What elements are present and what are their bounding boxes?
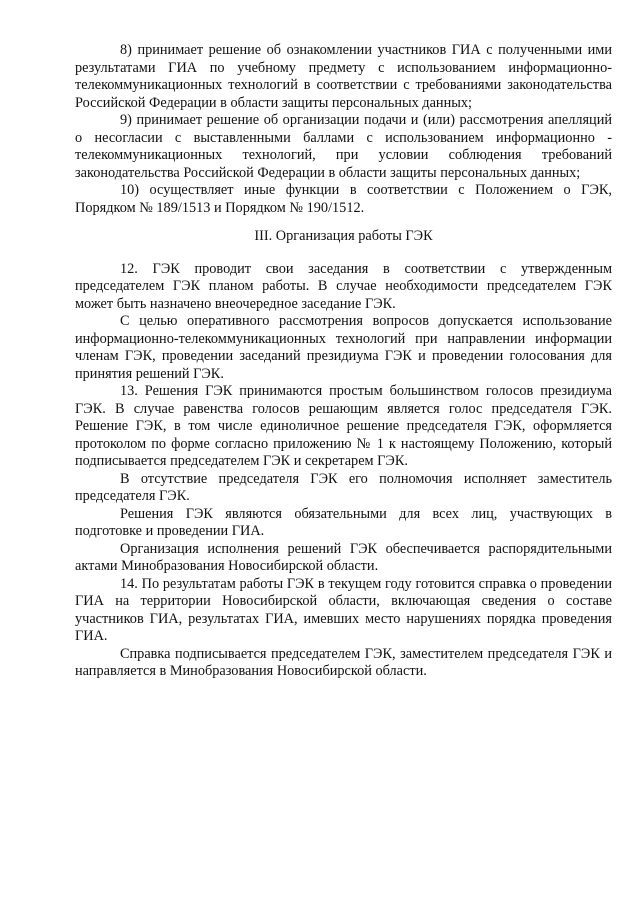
paragraph-12-continued: С целью оперативного рассмотрения вопросов допускается использование информационно-телекоммуникационных технологий при направлении информации членам ГЭК, проведении заседаний президиума ГЭК и проведении голосования для принятия решений ГЭК. — [75, 313, 612, 382]
list-item-8: 8) принимает решение об ознакомлении участников ГИА с полученными ими результатами ГИА по учебному предмету с использованием информационно-телекоммуникационных технологий в соответствии с требованиями законодательства Российской Федерации в области защиты персональных данных; — [75, 42, 612, 111]
paragraph-13: 13. Решения ГЭК принимаются простым большинством голосов президиума ГЭК. В случае равенства голосов решающим является голос председателя ГЭК. Решение ГЭК, в том числе единоличное решение председателя ГЭК, оформляется протоколом по форме согласно приложению № 1 к настоящему Положению, который подписывается председателем ГЭК и секретарем ГЭК. — [75, 383, 612, 469]
document-page — [75, 42, 612, 681]
paragraph-14: 14. По результатам работы ГЭК в текущем году готовится справка о проведении ГИА на территории Новосибирской области, включающая сведения о составе участников ГИА, результатах ГИА, имевших место нарушениях порядка проведения ГИА. — [75, 575, 612, 644]
paragraph-13-execution: Организация исполнения решений ГЭК обеспечивается распорядительными актами Минобразования Новосибирской области. — [75, 540, 612, 574]
paragraph-14-report: Справка подписывается председателем ГЭК, заместителем председателя ГЭК и направляется в Минобразования Новосибирской области. — [75, 645, 612, 679]
paragraph-13-deputy: В отсутствие председателя ГЭК его полномочия исполняет заместитель председателя ГЭК. — [75, 470, 612, 504]
paragraph-12: 12. ГЭК проводит свои заседания в соответствии с утвержденным председателем ГЭК планом работы. В случае необходимости председателем ГЭК может быть назначено внеочередное заседание ГЭК. — [75, 260, 612, 312]
paragraph-13-binding: Решения ГЭК являются обязательными для всех лиц, участвующих в подготовке и проведении ГИА. — [75, 505, 612, 539]
list-item-10: 10) осуществляет иные функции в соответствии с Положением о ГЭК, Порядком № 189/1513 и Порядком № 190/1512. — [75, 182, 612, 216]
list-item-9: 9) принимает решение об организации подачи и (или) рассмотрения апелляций о несогласии с выставленными баллами с использованием информационно - телекоммуникационных технологий, при условии соблюдения требований законодательства Российской Федерации в области защиты персональных данных; — [75, 112, 612, 181]
section-heading: III. Организация работы ГЭК — [254, 228, 433, 244]
